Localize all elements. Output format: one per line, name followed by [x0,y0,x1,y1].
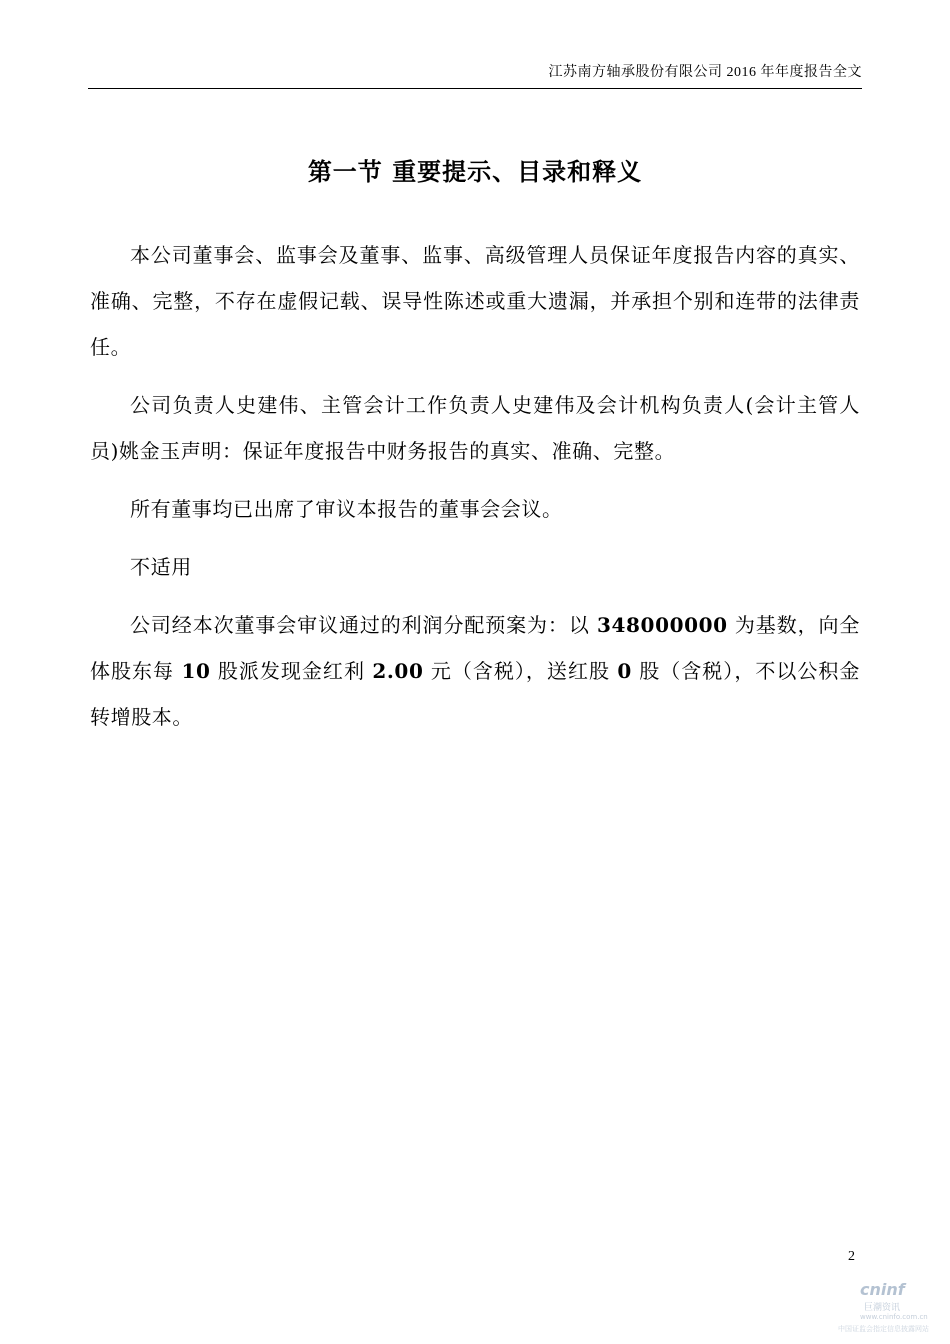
paragraph-board-attendance: 所有董事均已出席了审议本报告的董事会会议。 [130,497,563,521]
main-content [90,232,860,752]
paragraph-dividend-plan [90,602,860,740]
running-header [88,64,862,88]
dividend-tail: 股（含税），不以公积金转增股本。 [90,659,860,729]
dividend-after-cash: 元（含税），送红股 [423,659,618,683]
header-divider [88,88,862,89]
watermark-tagline: 中国证监会指定信息披露网站 [838,1325,929,1333]
dividend-cash-amount: 2.00 [372,659,424,683]
watermark-name: 巨潮资讯 [864,1303,901,1313]
paragraph-not-applicable: 不适用 [130,555,192,579]
paragraph-financial-declaration: 公司负责人史建伟、主管会计工作负责人史建伟及会计机构负责人(会计主管人员)姚金玉声明：保证年度报告中财务报告的真实、准确、完整。 [90,393,860,463]
dividend-per-shares: 10 [181,659,211,683]
watermark-url: www.cninfo.com.cn [860,1313,928,1321]
section-title: 第一节 重要提示、目录和释义 [307,157,643,186]
dividend-after-base: 为基数，向全体股东每 [90,613,860,683]
watermark-logo: cninf [860,1280,905,1299]
cninfo-watermark [838,1280,948,1340]
page-number: 2 [848,1249,855,1264]
dividend-after-per: 股派发现金红利 [210,659,373,683]
dividend-bonus-shares: 0 [617,659,632,683]
running-header-title: 江苏南方轴承股份有限公司 2016 年年度报告全文 [548,65,862,80]
dividend-lead: 公司经本次董事会审议通过的利润分配预案为：以 [130,613,597,637]
paragraph-responsibility: 本公司董事会、监事会及董事、监事、高级管理人员保证年度报告内容的真实、准确、完整，不存在虚假记载、误导性陈述或重大遗漏，并承担个别和连带的法律责任。 [90,243,860,359]
dividend-base-shares: 348000000 [597,613,728,637]
